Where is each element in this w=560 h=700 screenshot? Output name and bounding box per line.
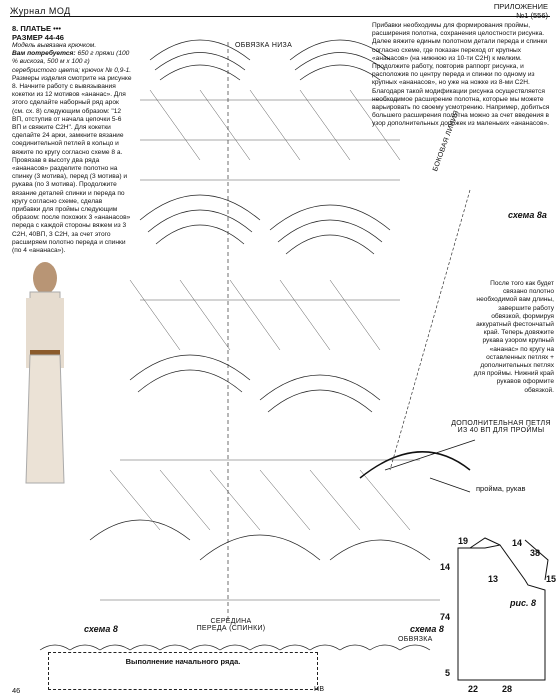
pineapple-fan	[140, 195, 260, 244]
instructions-text: Размеры изделия смотрите на рисунке 8. Начните работу с вывязывания кокетки из 12 мотивов «ананас». Для этого сделайте наборный ряд арок (см. сх. 8) следующим образом: "12 ВП, отступив от начала цепочки 5-6 ВП и свяжите С2Н". Для кокетки сделайте 24 арки, замкните вязание соединительной петлей в кольцо и вяжите по кругу согласно схеме 8 а. Провязав в высоту два ряда «ананасов» разделите полотно на спинку (3 мотива), перед (3 мотива) и рукава (по 3 мотива). Продолжите вязание деталей спинки и переда по кругу согласно схеме, сделав прибавки для проймы следующим образом: после похожих 3 «ананасов» переда с каждой стороны вяжем из 3 С2Н, 40ВП, 3 С2Н, за счет этого расширяем полотно переда и спинки (по 4 «ананаса»).	[12, 74, 132, 255]
needs-heading: Вам потребуется:	[12, 50, 76, 58]
right-text-block2: После того как будет связано полотно необходимой вам длины, завершите работу обвязкой, формируя аккуратный фестончатый край. Теперь довяжите рукава узором крупный «ананас» по кругу на оставленных петлях + дополнительных петлях для проймы. Нижний край рукавов оформите обвязкой.	[473, 280, 554, 394]
issue-number: №1 (556)	[516, 11, 548, 20]
dim-a-right: 14	[512, 538, 523, 548]
start-row-title: Выполнение начального ряда.	[125, 657, 241, 666]
start-row-box	[48, 652, 318, 690]
size-schematic	[458, 538, 548, 680]
label-nv: НВ	[314, 686, 325, 693]
label-scheme-8-bottom: схема 8	[410, 624, 444, 634]
dim-d: 15	[546, 574, 557, 584]
label-front-center: СЕРЕДИНА ПЕРЕДА (СПИНКИ)	[196, 618, 266, 632]
pineapple-fan	[260, 375, 380, 412]
dim-h: 28	[502, 684, 513, 694]
extra-loop-arrow	[385, 440, 475, 470]
label-scheme-8a: схема 8а	[508, 210, 547, 220]
mesh-pattern	[100, 90, 440, 600]
pineapple-fan	[90, 520, 430, 560]
figure-label: рис. 8	[510, 598, 537, 608]
label-scheme-8-left: схема 8	[84, 624, 118, 634]
model-note: Модель вывязана крючком.	[12, 42, 97, 49]
dim-e: 74	[440, 612, 451, 622]
dim-f: 5	[445, 668, 451, 678]
supplement-label: ПРИЛОЖЕНИЕ	[493, 2, 548, 11]
hem-scallops	[40, 645, 430, 650]
item-size: РАЗМЕР 44-46	[12, 33, 64, 42]
label-obvyazka-top: ОБВЯЗКА НИЗА	[235, 42, 293, 49]
dim-top: 19	[458, 536, 469, 546]
dim-a: 14	[440, 562, 451, 572]
armhole-curve	[360, 452, 470, 478]
right-text-block1: Прибавки необходимы для формирования проймы, расширения полотна, сохранения целостности рисунка. Далее вяжите единым полотном детали переда и спинки согласно схеме, где показан переход от крупных «ананасов» (на нижнюю из 10-ти С2Н) к мелким. Продолжите работу, повторив раппорт рисунка, и расположив по центру переда и спинки по одному из крупных «ананасов», но уже на ножке из 8-ми С2Н. Благодаря такой модификации рисунка осуществляется необходимое расширение полотна, которые мы можете варьировать по своему усмотрению. Например, добиться большего расширения полотна можно за счет введения в узор дополнительных дорожек из маленьких «ананасов».	[372, 22, 550, 128]
armhole-arrow	[430, 478, 470, 492]
pineapple-fan	[130, 355, 250, 392]
item-title: 8. ПЛАТЬЕ •••	[12, 24, 61, 33]
pineapple-fan	[270, 205, 390, 254]
magazine-title: Журнал МОД	[10, 6, 71, 16]
label-extra-loop: ДОПОЛНИТЕЛЬНАЯ ПЕТЛЯ ИЗ 40 ВП ДЛЯ ПРОЙМЫ	[451, 420, 551, 434]
needs-text: 650 г пряжи (100 % вискоза, 500 м x 100 г) серебристого цвета; крючок № 0,9-1.	[12, 50, 132, 74]
label-side-line: БОКОВАЯ ЛИНИЯ	[432, 109, 461, 173]
dim-g: 22	[468, 684, 479, 694]
label-obvyazka-bottom: ОБВЯЗКА	[398, 636, 433, 643]
label-armhole: пройма, рукав	[476, 484, 526, 493]
page-number: 46	[12, 686, 21, 695]
dim-b: 38	[530, 548, 541, 558]
dim-c: 13	[488, 574, 499, 584]
